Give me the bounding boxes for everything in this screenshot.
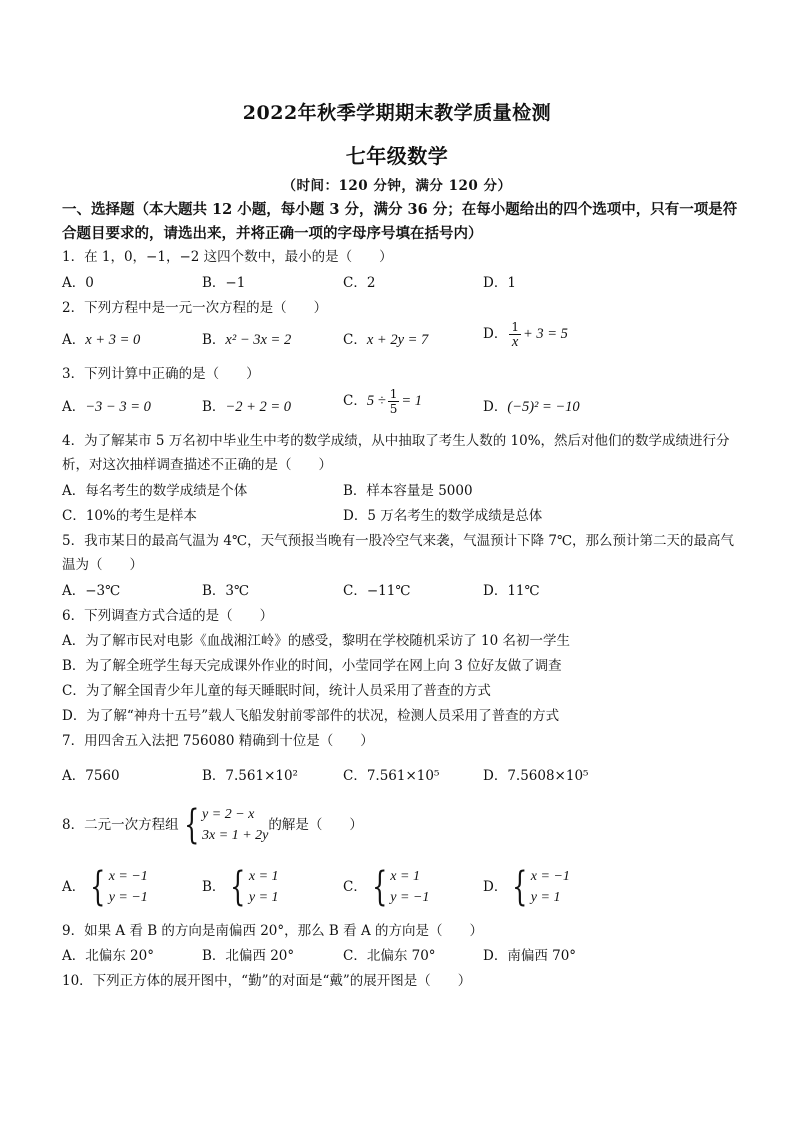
option-d: D． $\frac{1}{x}$ + 3 = 5 [483,320,568,350]
question-4-stem: 4．为了解某市 5 万名初中毕业生中考的数学成绩，从中抽取了考生人数的 10%，然后对他们的数学成绩进行分析，对这次抽样调查描述不正确的是（ ） [62,433,730,473]
option-b: B．−2 + 2 = 0 [202,399,292,415]
option-a: A． { x = −1 y = −1 [62,864,148,910]
option-a: A．7560 [62,768,120,784]
fraction: $\frac{1}{5}$ [389,387,398,416]
question-3-options [62,387,742,419]
option-c: C．7.561×10⁵ [343,768,440,784]
option-b: B． { x = 1 y = 1 [202,864,279,910]
question-10-stem: 10．下列正方体的展开图中，“勤”的对面是“戴”的展开图是（ ） [62,973,472,989]
option-b: B．3℃ [202,583,250,599]
question-6-option-a: A．为了解市民对电影《血战湘江岭》的感受，黎明在学校随机采访了 10 名初一学生 [62,633,571,649]
option-c: C． { x = 1 y = −1 [343,864,430,910]
question-2-stem: 2．下列方程中是一元一次方程的是（ ） [62,300,328,316]
question-6-option-c: C．为了解全国青少年儿童的每天睡眠时间，统计人员采用了普查的方式 [62,683,491,699]
question-9-stem: 9．如果 A 看 B 的方向是南偏西 20°，那么 B 看 A 的方向是（ ） [62,923,483,939]
question-7-stem: 7．用四舍五入法把 756080 精确到十位是（ ） [62,733,374,749]
question-4-options-row2 [62,504,742,528]
option-c: C．x + 2y = 7 [343,332,429,348]
option-d: D．11℃ [483,583,540,599]
option-d: D．7.5608×10⁵ [483,768,589,784]
question-1-stem: 1．在 1，0，−1，−2 这四个数中，最小的是（ ） [62,249,393,265]
question-6-stem: 6．下列调查方式合适的是（ ） [62,608,274,624]
question-6-option-b: B．为了解全班学生每天完成课外作业的时间，小莹同学在网上向 3 位好友做了调查 [62,658,562,674]
option-a: A．0 [62,275,94,291]
question-8-stem: 8．二元一次方程组 { y = 2 − x 3x = 1 + 2y 的解是（ ） [62,802,363,848]
equation-system: { y = 2 − x 3x = 1 + 2y [183,802,269,848]
option-c: C．北偏东 70° [343,948,436,964]
option-b: B．样本容量是 5000 [343,483,473,499]
question-9-options [62,944,742,968]
option-a: A．每名考生的数学成绩是个体 [62,483,248,499]
exam-time-note: （时间：120 分钟，满分 120 分） [282,178,512,194]
question-3-stem: 3．下列计算中正确的是（ ） [62,366,260,382]
option-b: B．x² − 3x = 2 [202,332,292,348]
section-heading: 一、选择题（本大题共 12 小题，每小题 3 分，满分 36 分；在每小题给出的四个选项中，只有一项是符合题目要求的，请选出来，并将正确一项的字母序号填在括号内） [62,201,738,242]
option-a: A．北偏东 20° [62,948,154,964]
question-6-option-d: D．为了解“神舟十五号”载人飞船发射前零部件的状况，检测人员采用了普查的方式 [62,708,560,724]
option-d: D． { x = −1 y = 1 [483,864,570,910]
option-c: C．2 [343,275,376,291]
option-b: B．7.561×10² [202,768,298,784]
option-c: C．−11℃ [343,583,411,599]
question-5-stem: 5．我市某日的最高气温为 4℃，天气预报当晚有一股冷空气来袭，气温预计下降 7℃，那么预计第二天的最高气温为（ ） [62,533,735,573]
option-d: D．5 万名考生的数学成绩是总体 [343,508,543,524]
question-7-options [62,764,742,788]
option-b: B．北偏西 20° [202,948,295,964]
question-4-options-row1 [62,479,742,503]
exam-title: 2022年秋季学期期末教学质量检测 [242,102,552,124]
exam-subject: 七年级数学 [345,144,449,168]
option-d: D．南偏西 70° [483,948,577,964]
question-2-options [62,320,742,352]
question-5-options [62,579,742,603]
option-a: A．−3 − 3 = 0 [62,399,151,415]
option-c: C．5 ÷ $\frac{1}{5}$ = 1 [343,387,422,416]
option-d: D．(−5)² = −10 [483,399,580,415]
question-8-options [62,862,742,912]
option-b: B．−1 [202,275,246,291]
question-1-options [62,271,742,295]
option-a: A．x + 3 = 0 [62,332,141,348]
fraction: $\frac{1}{x}$ [511,320,519,350]
option-d: D．1 [483,275,516,291]
option-a: A．−3℃ [62,583,121,599]
option-c: C．10%的考生是样本 [62,508,197,524]
